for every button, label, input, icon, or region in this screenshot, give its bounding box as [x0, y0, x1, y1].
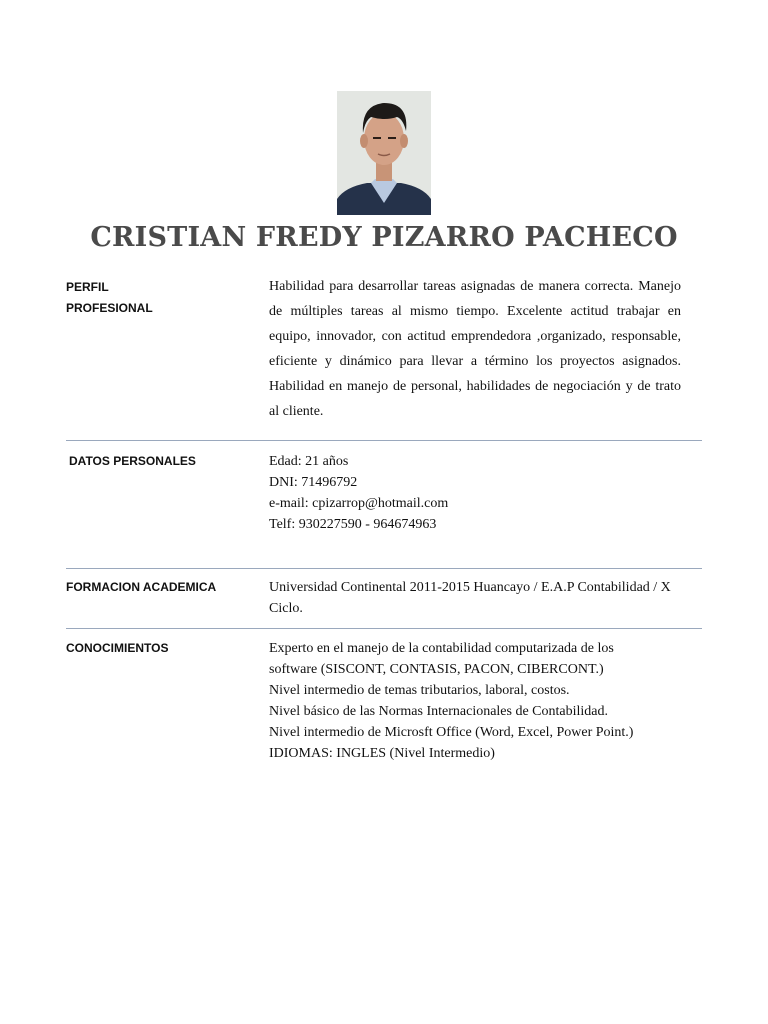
perfil-label-line1: PERFIL [66, 280, 109, 294]
conocimientos-label: CONOCIMIENTOS [66, 641, 169, 655]
knowledge-item: IDIOMAS: INGLES (Nivel Intermedio) [269, 746, 495, 761]
candidate-name: CRISTIAN FREDY PIZARRO PACHECO [90, 222, 678, 253]
formacion-label: FORMACION ACADEMICA [66, 580, 217, 594]
email-line: e-mail: cpizarrop@hotmail.com [269, 496, 449, 511]
datos-block [269, 451, 681, 535]
conocimientos-block [269, 638, 664, 764]
profile-photo [337, 91, 431, 215]
divider [66, 568, 702, 569]
phone-line: Telf: 930227590 - 964674963 [269, 517, 437, 532]
formacion-text: Universidad Continental 2011-2015 Huancayo / E.A.P Contabilidad / X Ciclo. [269, 580, 671, 616]
knowledge-item: Experto en el manejo de la contabilidad computarizada de los software (SISCONT, CONTASIS, PACON, CIBERCONT.) [269, 641, 614, 677]
age-line: Edad: 21 años [269, 454, 349, 469]
dni-line: DNI: 71496792 [269, 475, 358, 490]
divider [66, 628, 702, 629]
divider [66, 440, 702, 441]
knowledge-item: Nivel intermedio de Microsft Office (Word, Excel, Power Point.) [269, 725, 634, 740]
knowledge-item: Nivel intermedio de temas tributarios, laboral, costos. [269, 683, 570, 698]
perfil-text: Habilidad para desarrollar tareas asignadas de manera correcta. Manejo de múltiples tareas al mismo tiempo. Excelente actitud trabajar en equipo, innovador, con actitud emprendedora ,organizado, responsable, eficiente y dinámico para llevar a término los proyectos asignados. Habilidad en manejo de personal, habilidades de negociación y de trato al cliente. [269, 279, 681, 419]
knowledge-item: Nivel básico de las Normas Internacionales de Contabilidad. [269, 704, 609, 719]
datos-label: DATOS PERSONALES [69, 454, 196, 468]
perfil-label [66, 277, 153, 319]
perfil-label-line2: PROFESIONAL [66, 301, 153, 315]
